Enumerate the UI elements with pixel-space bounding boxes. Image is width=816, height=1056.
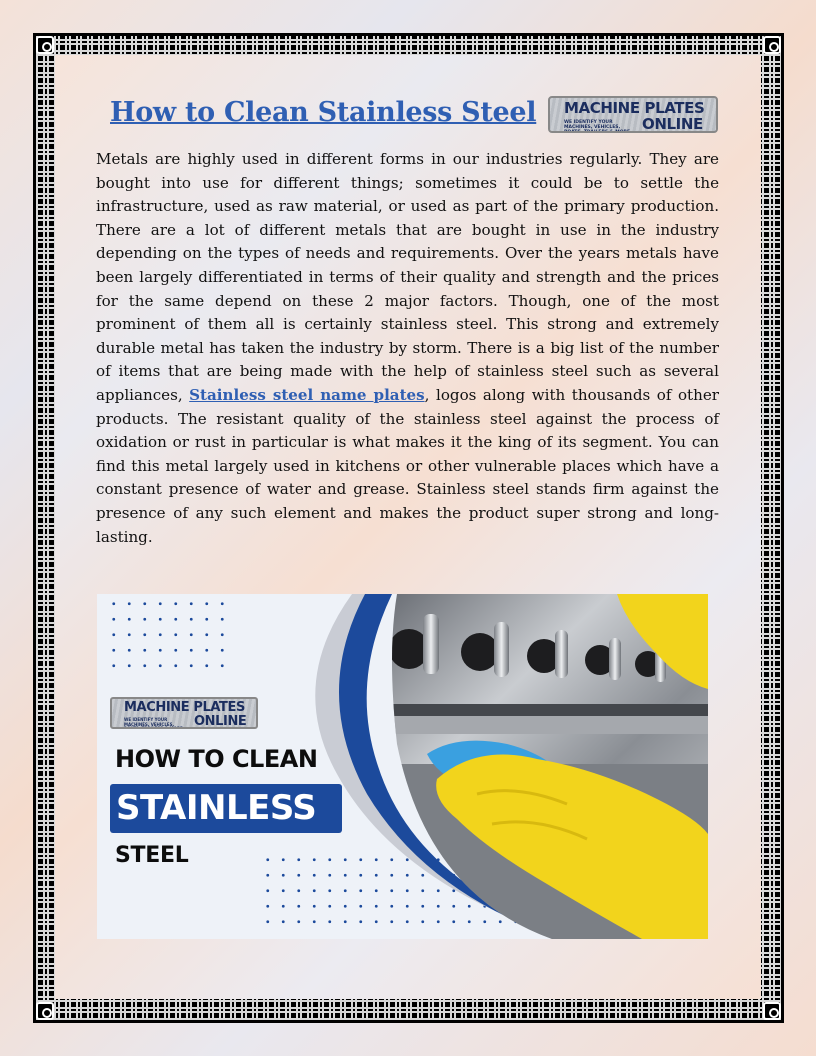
hero-headline-bottom: STEEL: [115, 843, 189, 868]
paragraph-text-2: , logos along with thousands of other products. The resistant quality of the stainless steel against the process of oxidation or rust in particular is what makes it the king of its segment. You can find this metal largely used in kitchens or other vulnerable places which have a constant presence of water and grease. Stainless steel stands firm against the presence of any such element and makes the product super strong and long-lasting.: [96, 385, 719, 546]
corner-ornament-top-right: [763, 36, 781, 54]
hero-logo-line-2: ONLINE: [194, 714, 247, 729]
corner-ornament-top-left: [36, 36, 54, 54]
logo-tagline: WE IDENTIFY YOUR MACHINES, VEHICLES, BOATS, TRAILERS & MORE: [564, 120, 631, 133]
hero-headline-top: HOW TO CLEAN: [115, 745, 318, 773]
hero-brand-logo: [110, 697, 258, 729]
hero-logo-line-1: MACHINE PLATES: [124, 700, 245, 715]
page-title: How to Clean Stainless Steel: [110, 97, 537, 128]
paragraph-text-1: Metals are highly used in different forms in our industries regularly. They are bought into use for different things; sometimes it could be to settle the infrastructure, used as raw material, or used as part of the primary production. There are a lot of different metals that are bought in use in the industry depending on the types of needs and requirements. Over the years metals have been largely differentiated in terms of their quality and strength and the prices for the same depend on these 2 major factors. Though, one of the most prominent of them all is certainly stainless steel. This strong and extremely durable metal has taken the industry by storm. There is a big list of the number of items that are being made with the help of stainless steel such as several appliances,: [96, 150, 719, 404]
logo-line-1: MACHINE PLATES: [564, 99, 705, 117]
corner-ornament-bottom-right: [763, 1002, 781, 1020]
stainless-steel-name-plates-link[interactable]: Stainless steel name plates: [189, 385, 425, 404]
brand-logo: [548, 96, 718, 133]
hero-logo-tagline: WE IDENTIFY YOUR MACHINES, VEHICLES, BOATS, TRAILERS & MORE: [124, 717, 183, 729]
intro-paragraph: [96, 148, 719, 549]
logo-line-2: ONLINE: [642, 115, 703, 133]
corner-ornament-bottom-left: [36, 1002, 54, 1020]
hero-headline-highlight: STAINLESS: [110, 784, 342, 833]
